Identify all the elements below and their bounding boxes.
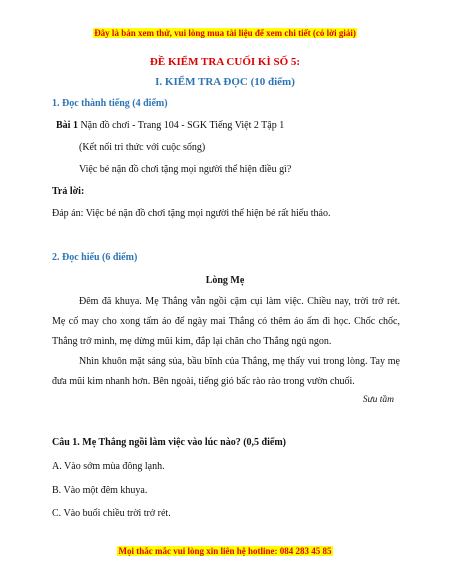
- story-title: Lòng Mẹ: [205, 275, 245, 286]
- question-1-option-c: C. Vào buổi chiều trời trở rét.: [52, 508, 171, 519]
- preview-banner: [0, 27, 450, 39]
- preview-banner-text: Đây là bản xem thử, vui lòng mua tài liệu để xem chi tiết (có lời giải): [94, 28, 356, 38]
- hotline-banner-text: Mọi thắc mắc vui lòng xin liên hệ hotline: 084 283 45 85: [118, 546, 332, 556]
- reading-question: Việc bé nặn đồ chơi tặng mọi người thể hiện điều gì?: [79, 164, 292, 175]
- comprehension-heading: 2. Đọc hiểu (6 điểm): [52, 252, 138, 263]
- answer-text: Đáp án: Việc bé nặn đồ chơi tặng mọi người thể hiện bé rất hiếu thảo.: [52, 208, 331, 219]
- lesson-label: Bài 1: [56, 120, 78, 131]
- question-1-option-a: A. Vào sớm mùa đông lạnh.: [52, 461, 165, 472]
- lesson-text: Nặn đồ chơi - Trang 104 - SGK Tiếng Việt 2 Tập 1: [77, 120, 285, 131]
- textbook-series: (Kết nối tri thức với cuộc sống): [79, 142, 206, 153]
- exam-title: ĐỀ KIỂM TRA CUỐI KÌ SỐ 5:: [149, 56, 301, 68]
- story-paragraph-1: Đêm đã khuya. Mẹ Thắng vẫn ngồi cặm cụi làm việc. Chiều nay, trời trở rét. Mẹ cố may cho xong tấm áo để ngày mai Thắng có thêm áo ấm đi học. Chốc chốc, Thắng trở mình, mẹ dừng mũi kim, đắp lại chăn cho Thắng ngủ ngon.: [52, 296, 400, 347]
- answer-label: Trả lời:: [52, 186, 85, 197]
- section-title: I. KIỂM TRA ĐỌC (10 điểm): [155, 76, 295, 88]
- lesson-line: [56, 119, 284, 133]
- story-paragraph-2: Nhìn khuôn mặt sáng sủa, bầu bĩnh của Thắng, mẹ thấy vui trong lòng. Tay mẹ đưa mũi kim nhanh hơn. Bên ngoài, tiếng gió bấc rào rào trong vườn chuối.: [52, 356, 400, 387]
- story-source: Sưu tầm: [362, 395, 394, 405]
- reading-aloud-heading: 1. Đọc thành tiếng (4 điểm): [52, 98, 168, 109]
- question-1-option-b: B. Vào một đêm khuya.: [52, 485, 148, 496]
- question-1: Câu 1. Mẹ Thắng ngồi làm việc vào lúc nào? (0,5 điểm): [52, 437, 286, 448]
- hotline-banner: [0, 545, 450, 557]
